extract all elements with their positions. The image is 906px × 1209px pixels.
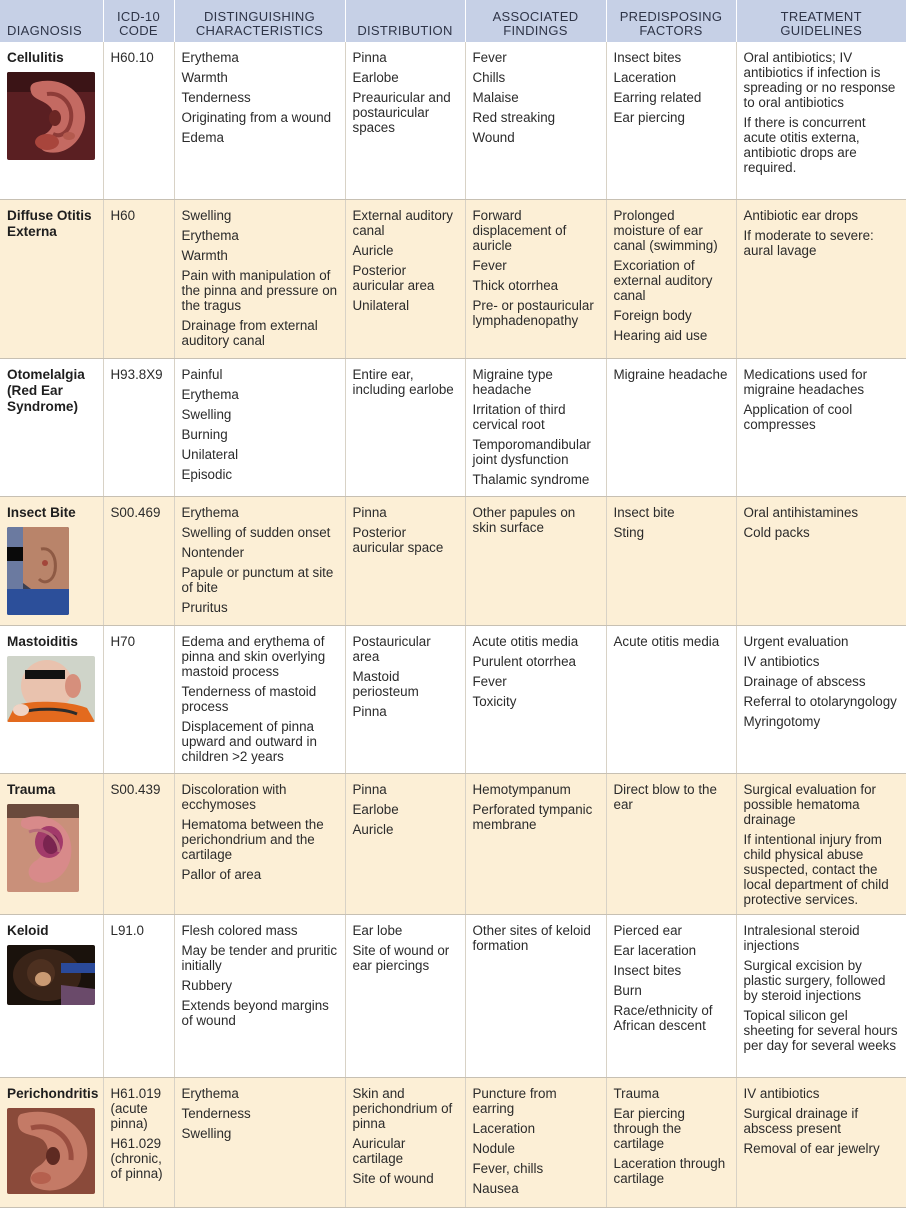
table-header [0,0,906,42]
list-item: Tenderness [181,1105,251,1121]
list-item: Acute otitis media [613,633,720,649]
list-item: Red streaking [472,110,556,125]
characteristics-cell [174,496,345,625]
diagnosis-cell [0,1077,103,1207]
list-item: Migraine type headache [472,366,553,397]
list-item: Site of wound or ear piercings [352,942,450,973]
list-item: Pain with manipulation of the pinna and pressure on the tragus [181,267,338,313]
list-item: Swelling of sudden onset [181,524,331,540]
list-item: Referral to otolaryngology [743,693,897,709]
header-distinguishing-line2: CHARACTERISTICS [195,23,324,38]
list-item: Unilateral [352,297,410,313]
distribution-cell [345,625,465,773]
header-treatment [736,0,906,42]
list-item: Hearing aid use [613,327,708,343]
header-distribution-label: DISTRIBUTION [357,23,453,38]
list-item: Discoloration with ecchymoses [181,781,287,812]
header-diagnosis-label: DIAGNOSIS [7,23,82,38]
treatment-cell [736,496,906,625]
list-item: Burn [613,982,642,998]
list-item: Pinna [352,781,387,797]
list-item: Earlobe [352,801,399,817]
list-item: Erythema [181,1085,239,1101]
list-item: Mastoid periosteum [352,668,419,699]
table-row [0,1077,906,1207]
icd10-code-cell [103,42,174,199]
distribution-cell [345,773,465,914]
treatment-cell [736,1077,906,1207]
table-row [0,496,906,625]
diagnosis-name: Otomelalgia (Red Ear Syndrome) [7,366,85,414]
list-item: Auricle [352,821,394,837]
list-item: Race/ethnicity of African descent [613,1002,713,1033]
list-item: Chills [472,70,506,85]
header-distribution [345,0,465,42]
list-item: Pallor of area [181,866,262,882]
list-item: Ear piercing through the cartilage [613,1105,685,1151]
diagnosis-name: Perichondritis [7,1085,99,1101]
list-item: Rubbery [181,977,233,993]
insect-bite-photo [7,527,69,615]
list-item: Painful [181,366,223,382]
list-item: Intralesional steroid injections [743,922,860,953]
findings-cell [465,42,606,199]
list-item: Laceration [613,70,677,85]
list-item: Extends beyond margins of wound [181,997,329,1028]
header-associated-line2: FINDINGS [503,23,568,38]
list-item: Oral antibiotics; IV antibiotics if infection is spreading or no response to oral antibiotics [743,50,896,110]
list-item: If moderate to severe: aural lavage [743,227,874,258]
header-distinguishing-line1: DISTINGUISHING [203,9,316,24]
list-item: Urgent evaluation [743,633,849,649]
icd10-code-cell [103,496,174,625]
table-row [0,42,906,199]
factors-cell [606,914,736,1077]
distribution-cell [345,914,465,1077]
list-item: Direct blow to the ear [613,781,717,812]
treatment-cell [736,358,906,496]
findings-cell [465,625,606,773]
list-item: Pinna [352,504,387,520]
list-item: Ear lobe [352,922,403,938]
ear-cellulitis-photo [7,72,95,160]
distribution-cell [345,496,465,625]
list-item: Oral antihistamines [743,504,859,520]
list-item: Hemotympanum [472,781,571,797]
diagnosis-name: Insect Bite [7,504,76,520]
icd10-code: L91.0 [110,922,145,938]
list-item: Pre- or postauricular lymphadenopathy [472,297,594,328]
findings-cell [465,358,606,496]
table-row [0,914,906,1077]
list-item: Insect bite [613,504,675,520]
list-item: Acute otitis media [472,633,579,649]
list-item: Puncture from earring [472,1085,557,1116]
findings-cell [465,773,606,914]
treatment-cell [736,42,906,199]
list-item: Surgical evaluation for possible hematoma drainage [743,781,876,827]
factors-cell [606,199,736,358]
list-item: Insect bites [613,962,682,978]
list-item: External auditory canal [352,207,453,238]
diagnosis-cell [0,914,103,1077]
diagnosis-cell [0,199,103,358]
list-item: Erythema [181,227,239,243]
diagnosis-cell [0,42,103,199]
list-item: Swelling [181,207,232,223]
table-row [0,625,906,773]
icd10-code-cell [103,199,174,358]
table-body [0,42,906,1207]
list-item: Tenderness of mastoid process [181,683,317,714]
list-item: Drainage from external auditory canal [181,317,318,348]
list-item: Earring related [613,90,702,105]
list-item: Perforated tympanic membrane [472,801,593,832]
list-item: Posterior auricular area [352,262,435,293]
treatment-cell [736,199,906,358]
list-item: Topical silicon gel sheeting for several hours per day for several weeks [743,1007,898,1053]
list-item: Excoriation of external auditory canal [613,257,713,303]
factors-cell [606,1077,736,1207]
icd10-code: H61.029 (chronic, of pinna) [110,1135,163,1181]
list-item: Fever [472,50,507,65]
header-icd10 [103,0,174,42]
list-item: Postauricular area [352,633,431,664]
icd10-code-cell [103,625,174,773]
list-item: Surgical excision by plastic surgery, followed by steroid injections [743,957,886,1003]
factors-cell [606,773,736,914]
list-item: Entire ear, including earlobe [352,366,454,397]
icd10-code: H93.8X9 [110,366,163,382]
list-item: Ear piercing [613,110,685,125]
list-item: Tenderness [181,90,251,105]
header-predisposing [606,0,736,42]
header-icd10-line2: CODE [119,23,158,38]
list-item: If there is concurrent acute otitis externa, antibiotic drops are required. [743,115,866,175]
characteristics-cell [174,42,345,199]
header-diagnosis [0,0,103,42]
list-item: Wound [472,130,515,145]
header-associated-line1: ASSOCIATED [492,9,579,24]
list-item: Erythema [181,504,239,520]
list-item: Swelling [181,406,232,422]
diagnosis-name: Mastoiditis [7,633,78,649]
list-item: Purulent otorrhea [472,653,576,669]
diagnosis-cell [0,625,103,773]
list-item: Erythema [181,50,239,65]
list-item: Hematoma between the perichondrium and the cartilage [181,816,324,862]
findings-cell [465,914,606,1077]
list-item: Pinna [352,703,387,719]
icd10-code: S00.439 [110,781,161,797]
list-item: Warmth [181,70,228,85]
icd10-code: S00.469 [110,504,161,520]
list-item: Edema and erythema of pinna and skin overlying mastoid process [181,633,326,679]
list-item: Skin and perichondrium of pinna [352,1085,453,1131]
list-item: May be tender and pruritic initially [181,942,338,973]
findings-cell [465,199,606,358]
characteristics-cell [174,625,345,773]
characteristics-cell [174,1077,345,1207]
list-item: Drainage of abscess [743,673,866,689]
list-item: Unilateral [181,446,239,462]
keloid-photo [7,945,95,1005]
header-associated [465,0,606,42]
list-item: Cold packs [743,524,810,540]
list-item: Nodule [472,1140,515,1156]
table-row [0,358,906,496]
list-item: Pierced ear [613,922,682,938]
list-item: Application of cool compresses [743,401,853,432]
list-item: Irritation of third cervical root [472,401,566,432]
list-item: Fever [472,257,507,273]
header-treatment-line1: TREATMENT [780,9,862,24]
trauma-ear-photo [7,804,79,892]
icd10-code-cell [103,914,174,1077]
table-row [0,773,906,914]
list-item: Warmth [181,247,228,263]
list-item: Antibiotic ear drops [743,207,859,223]
diagnosis-cell [0,773,103,914]
list-item: Site of wound [352,1170,434,1186]
list-item: Flesh colored mass [181,922,298,938]
perichondritis-photo [7,1108,95,1194]
list-item: Papule or punctum at site of bite [181,564,334,595]
header-predisposing-line1: PREDISPOSING [619,9,723,24]
list-item: Displacement of pinna upward and outward in children >2 years [181,718,317,764]
list-item: Laceration [472,1120,536,1136]
list-item: Preauricular and postauricular spaces [352,90,451,135]
findings-cell [465,496,606,625]
characteristics-cell [174,199,345,358]
icd10-code-cell [103,358,174,496]
list-item: IV antibiotics [743,653,820,669]
list-item: Erythema [181,386,239,402]
list-item: Pruritus [181,599,228,615]
list-item: Posterior auricular space [352,524,444,555]
factors-cell [606,496,736,625]
mastoiditis-photo [7,656,95,722]
icd10-code: H60.10 [110,50,154,65]
icd10-code: H70 [110,633,136,649]
characteristics-cell [174,914,345,1077]
list-item: Burning [181,426,228,442]
list-item: Laceration through cartilage [613,1155,726,1186]
diagnosis-name: Cellulitis [7,50,64,65]
factors-cell [606,358,736,496]
distribution-cell [345,358,465,496]
list-item: Other papules on skin surface [472,504,576,535]
list-item: Removal of ear jewelry [743,1140,880,1156]
list-item: Earlobe [352,70,399,85]
list-item: Auricular cartilage [352,1135,406,1166]
list-item: Other sites of keloid formation [472,922,591,953]
list-item: Nontender [181,544,245,560]
header-row [0,0,906,42]
list-item: Insect bites [613,50,682,65]
list-item: Toxicity [472,693,517,709]
list-item: Forward displacement of auricle [472,207,567,253]
header-icd10-line1: ICD-10 [117,9,160,24]
header-predisposing-line2: FACTORS [639,23,703,38]
list-item: Auricle [352,242,394,258]
treatment-cell [736,625,906,773]
list-item: Thalamic syndrome [472,471,590,487]
list-item: Nausea [472,1180,519,1196]
list-item: Thick otorrhea [472,277,559,293]
list-item: Episodic [181,466,233,482]
characteristics-cell [174,358,345,496]
factors-cell [606,42,736,199]
list-item: Migraine headache [613,366,728,382]
diagnosis-name: Keloid [7,922,49,938]
diagnosis-cell [0,358,103,496]
findings-cell [465,1077,606,1207]
list-item: Prolonged moisture of ear canal (swimming) [613,207,718,253]
icd10-code-cell [103,1077,174,1207]
list-item: Temporomandibular joint dysfunction [472,436,591,467]
list-item: Trauma [613,1085,660,1101]
characteristics-cell [174,773,345,914]
list-item: If intentional injury from child physical abuse suspected, contact the local department of child protective services. [743,831,889,907]
list-item: IV antibiotics [743,1085,820,1101]
list-item: Fever [472,673,507,689]
icd10-code-cell [103,773,174,914]
distribution-cell [345,1077,465,1207]
list-item: Originating from a wound [181,110,332,125]
treatment-cell [736,914,906,1077]
header-treatment-line2: GUIDELINES [780,23,863,38]
list-item: Edema [181,130,224,145]
icd10-code: H60 [110,207,136,223]
list-item: Pinna [352,50,387,65]
factors-cell [606,625,736,773]
diagnosis-name: Trauma [7,781,56,797]
diagnosis-cell [0,496,103,625]
list-item: Ear laceration [613,942,697,958]
list-item: Swelling [181,1125,232,1141]
treatment-cell [736,773,906,914]
list-item: Surgical drainage if abscess present [743,1105,859,1136]
diagnosis-name: Diffuse Otitis Externa [7,207,92,239]
list-item: Myringotomy [743,713,821,729]
distribution-cell [345,42,465,199]
list-item: Fever, chills [472,1160,544,1176]
list-item: Foreign body [613,307,692,323]
header-distinguishing [174,0,345,42]
table-row [0,199,906,358]
distribution-cell [345,199,465,358]
list-item: Malaise [472,90,519,105]
icd10-code: H61.019 (acute pinna) [110,1085,162,1131]
list-item: Medications used for migraine headaches [743,366,868,397]
list-item: Sting [613,524,645,540]
